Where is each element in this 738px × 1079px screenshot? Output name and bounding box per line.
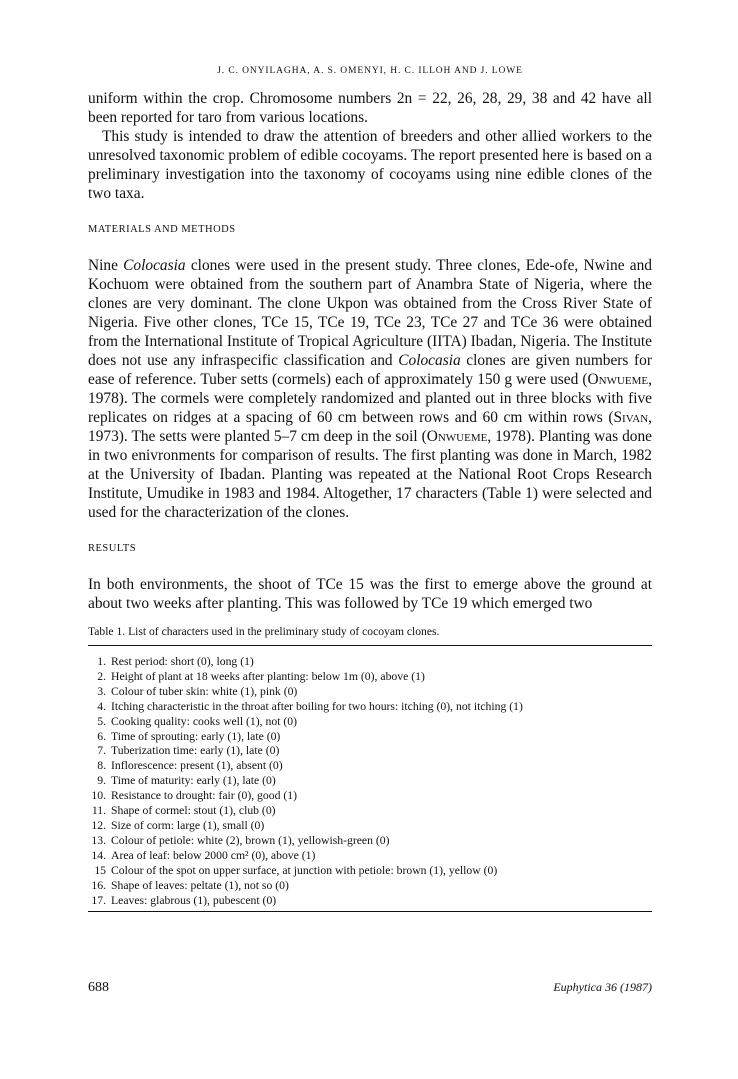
row-text: Tuberization time: early (1), late (0) [111,744,280,758]
methods-text-3: clones are given numbers for ease of reference. Tuber setts (cormels) each of approximately 150 g were used ( [88,352,652,388]
row-text: Resistance to drought: fair (0), good (1) [111,789,297,803]
row-number: 14. [91,848,106,862]
table-row [88,700,652,715]
row-number: 5. [97,714,106,728]
row-text: Area of leaf: below 2000 cm² (0), above (1) [111,848,316,862]
row-text: Colour of the spot on upper surface, at junction with petiole: brown (1), yellow (0) [111,863,498,877]
table-row [88,744,652,759]
row-text: Leaves: glabrous (1), pubescent (0) [111,893,277,907]
methods-text-1: Nine [88,257,124,274]
journal-reference: Euphytica 36 (1987) [553,980,652,994]
row-number: 11. [91,804,106,818]
row-text: Height of plant at 18 weeks after planting: below 1m (0), above (1) [111,669,425,683]
table-caption: Table 1. List of characters used in the preliminary study of cocoyam clones. [88,625,440,638]
row-number: 3. [97,684,106,698]
row-number: 17. [91,893,106,907]
methods-text-4: , 1978). The cormels were completely randomized and planted out in three blocks with five replicates on ridges at a spacing of 60 cm between rows and 60 cm within rows ( [88,371,652,426]
table-row [88,685,652,700]
row-text: Cooking quality: cooks well (1), not (0) [111,714,298,728]
methods-paragraph [88,256,652,522]
row-number: 4. [97,699,106,713]
running-head: J. C. ONYILAGHA, A. S. OMENYI, H. C. ILLOH AND J. LOWE [217,66,523,76]
methods-text-6: , 1978). Planting was done in two enivronments for comparison of results. The first planting was done in March, 1982 at the University of Ibadan. Planting was repeated at the National Root Crops Research Institute, Umudike in 1983 and 1984. Altogether, 17 characters (Table 1) were selected and used for the characterization of the clones. [88,428,652,521]
row-number: 13. [91,833,106,847]
page-footer [88,980,652,996]
table-row [88,670,652,685]
row-number: 9. [97,774,106,788]
row-text: Itching characteristic in the throat after boiling for two hours: itching (0), not itching (1) [111,699,523,713]
table-row [88,774,652,789]
characters-table [88,646,652,908]
table-row [88,804,652,819]
row-number: 10. [91,789,106,803]
row-text: Time of sprouting: early (1), late (0) [111,729,281,743]
section-heading-methods: MATERIALS AND METHODS [88,224,236,235]
table-row [88,819,652,834]
methods-text-2: clones were used in the present study. Three clones, Ede-ofe, Nwine and Kochuom were obtained from the southern part of Anambra State of Nigeria, where the clones are very dominant. The clone Ukpon was obtained from the Cross River State of Nigeria. Five other clones, TCe 15, TCe 19, TCe 23, TCe 27 and TCe 36 were obtained from the International Institute of Tropical Agriculture (IITA) Ibadan, Nigeria. The Institute does not use any infraspecific classification and [88,257,652,369]
citation-author: Sivan [613,409,649,426]
row-text: Colour of petiole: white (2), brown (1), yellowish-green (0) [111,833,390,847]
table-row [88,759,652,774]
row-text: Size of corm: large (1), small (0) [111,818,265,832]
row-text: Shape of leaves: peltate (1), not so (0) [111,878,289,892]
table-row [88,655,652,670]
citation-author: Onwueme [587,371,649,388]
row-number: 12. [91,818,106,832]
row-text: Rest period: short (0), long (1) [111,655,254,668]
row-text: Colour of tuber skin: white (1), pink (0) [111,684,298,698]
genus-name: Colocasia [398,352,461,369]
row-number: 1. [97,655,106,668]
row-number: 2. [97,669,106,683]
citation-author: Onwueme [426,428,488,445]
table-row [88,730,652,745]
table-bottom-rule [88,911,652,912]
row-text: Time of maturity: early (1), late (0) [111,774,276,788]
section-heading-results: RESULTS [88,543,137,554]
table-row [88,879,652,894]
page-number: 688 [88,980,109,995]
row-number: 15 [94,863,106,877]
intro-paragraph-1: uniform within the crop. Chromosome numbers 2n = 22, 26, 28, 29, 38 and 42 have all been reported for taro from various locations. [88,90,652,126]
row-number: 6. [97,729,106,743]
table-row [88,715,652,730]
table-row [88,789,652,804]
row-number: 8. [97,759,106,773]
table-row [88,834,652,849]
table-row [88,864,652,879]
methods-text-5: , 1973). The setts were planted 5–7 cm deep in the soil ( [88,409,652,445]
intro-paragraph-2: This study is intended to draw the attention of breeders and other allied workers to the unresolved taxonomic problem of edible cocoyams. The report presented here is based on a preliminary investigation into the taxonomy of cocoyams using nine edible clones of the two taxa. [88,128,652,202]
genus-name: Colocasia [123,257,186,274]
row-text: Inflorescence: present (1), absent (0) [111,759,283,773]
table-row [88,849,652,864]
table-row [88,894,652,909]
row-number: 16. [91,878,106,892]
row-text: Shape of cormel: stout (1), club (0) [111,804,276,818]
row-number: 7. [97,744,106,758]
results-paragraph: In both environments, the shoot of TCe 15 was the first to emerge above the ground at about two weeks after planting. This was followed by TCe 19 which emerged two [88,576,652,612]
page-body [88,66,652,912]
